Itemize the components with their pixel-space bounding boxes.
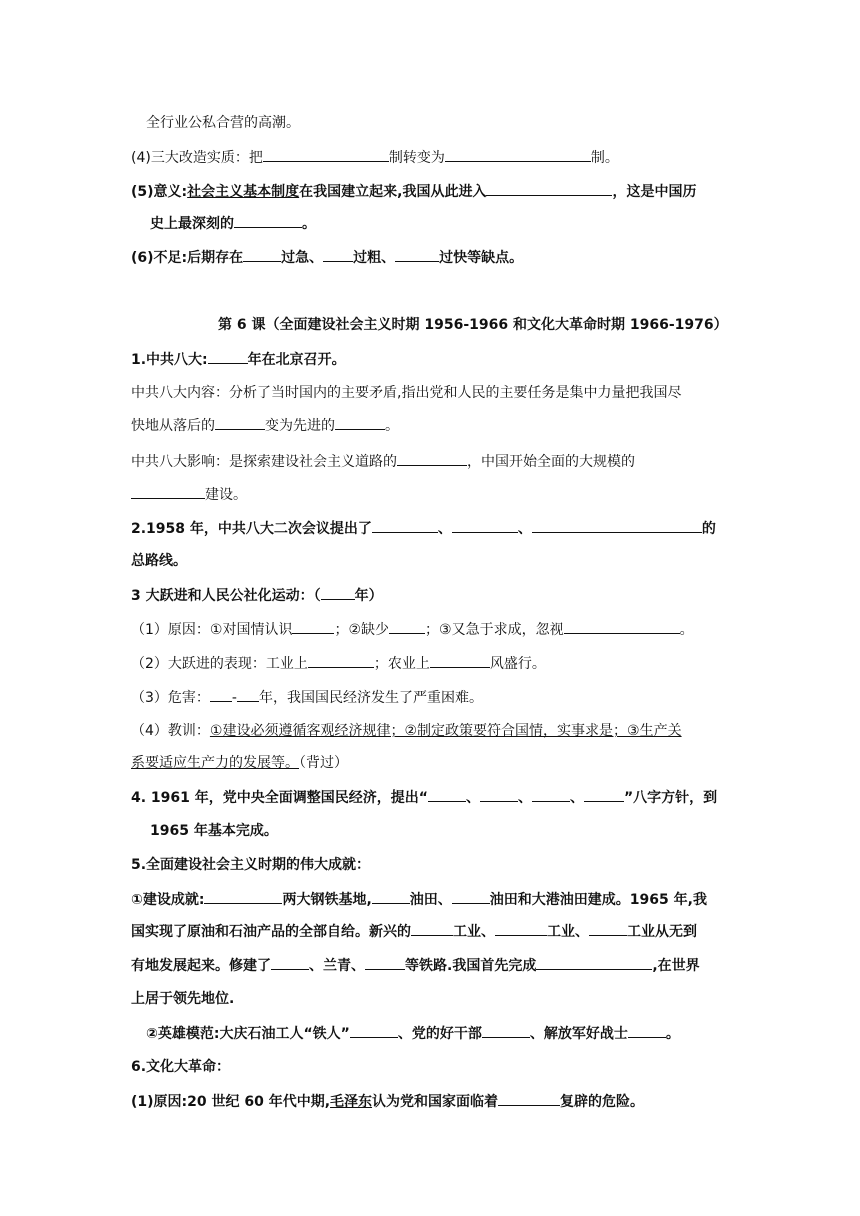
text-line	[131, 551, 187, 571]
text: ②英雄模范:大庆石油工人“铁人”	[146, 1026, 350, 1042]
text: 建设。	[205, 487, 247, 503]
text: (5)意义:	[131, 184, 188, 200]
text: 国实现了原油和石油产品的全部自给。新兴的	[131, 924, 411, 940]
text: 1965 年基本完成。	[150, 823, 278, 839]
fill-blank[interactable]	[292, 619, 334, 634]
text: ,在世界	[652, 958, 700, 974]
fill-blank[interactable]	[263, 147, 389, 162]
fill-blank[interactable]	[564, 619, 680, 634]
fill-blank[interactable]	[532, 787, 570, 802]
text-line	[131, 484, 247, 505]
fill-blank[interactable]	[428, 787, 466, 802]
text: 工业从无到	[627, 924, 697, 940]
text: 、	[517, 521, 532, 537]
text: 6.文化大革命：	[131, 1059, 231, 1075]
fill-blank[interactable]	[395, 247, 439, 262]
text: 全行业公私合营的高潮。	[146, 115, 300, 131]
fill-blank[interactable]	[234, 213, 302, 228]
fill-blank[interactable]	[480, 787, 518, 802]
text-line	[131, 415, 399, 436]
text: 制。	[590, 150, 619, 166]
fill-blank[interactable]	[584, 787, 624, 802]
text-line	[131, 383, 681, 403]
text: 4. 1961 年，党中央全面调整国民经济，提出“	[131, 790, 428, 806]
text: 3 大跃进和人民公社化运动：（	[131, 588, 321, 604]
text: 风盛行。	[489, 656, 546, 672]
text-line	[131, 585, 383, 606]
fill-blank[interactable]	[365, 955, 405, 970]
text: 。	[302, 216, 316, 232]
text: 、	[437, 521, 452, 537]
text: 工业、	[547, 924, 589, 940]
text: （背过）	[299, 755, 348, 771]
fill-blank[interactable]	[215, 415, 265, 430]
text-line	[150, 213, 316, 234]
text: (4)三大改造实质：把	[131, 150, 263, 166]
text: 上居于领先地位.	[131, 991, 235, 1007]
text-line	[131, 855, 370, 875]
text-line	[131, 955, 700, 976]
text: ；③又急于求成，忽视	[425, 622, 564, 638]
text-line	[131, 1057, 230, 1077]
text-line	[131, 247, 523, 268]
text-line	[146, 1023, 680, 1044]
text: ；农业上	[373, 656, 430, 672]
text: -	[231, 690, 237, 706]
fill-blank[interactable]	[350, 1023, 398, 1038]
text: 年，我国国民经济发生了严重困难。	[258, 690, 483, 706]
text-line	[131, 787, 717, 808]
text-line	[131, 889, 707, 910]
fill-blank[interactable]	[204, 889, 282, 904]
fill-blank[interactable]	[321, 585, 355, 600]
text: ”八字方针，到	[623, 790, 718, 806]
fill-blank[interactable]	[589, 921, 627, 936]
fill-blank[interactable]	[486, 181, 612, 196]
underlined-text: ①建设必须遵循客观经济规律；②制定政策要符合国情，实事求是；③生产关	[209, 723, 682, 739]
text: 工业、	[453, 924, 495, 940]
text: 变为先进的	[265, 418, 335, 434]
fill-blank[interactable]	[452, 518, 518, 533]
text: (6)不足:后期存在	[131, 250, 244, 266]
fill-blank[interactable]	[208, 349, 248, 364]
text-line	[131, 451, 635, 472]
fill-blank[interactable]	[482, 1023, 530, 1038]
fill-blank[interactable]	[397, 451, 467, 466]
fill-blank[interactable]	[628, 1023, 666, 1038]
text: 中共八大内容：分析了当时国内的主要矛盾,指出党和人民的主要任务是集中力量把我国尽	[131, 385, 682, 401]
text-line	[131, 181, 696, 202]
text-line	[131, 147, 619, 168]
text: ①建设成就:	[131, 892, 205, 908]
fill-blank[interactable]	[372, 518, 438, 533]
text: 、兰青、	[309, 958, 365, 974]
fill-blank[interactable]	[335, 415, 385, 430]
fill-blank[interactable]	[323, 247, 353, 262]
text: (1)原因:20 世纪 60 年代中期,	[131, 1094, 331, 1110]
text-line	[146, 113, 300, 133]
text-line	[131, 619, 694, 640]
text: （4）教训：	[131, 723, 210, 739]
text: 油田、	[409, 892, 452, 908]
text: 中共八大影响：是探索建设社会主义道路的	[131, 454, 397, 470]
text: 制转变为	[388, 150, 445, 166]
fill-blank[interactable]	[495, 921, 547, 936]
text: （2）大跃进的表现：工业上	[131, 656, 308, 672]
underlined-text: 毛泽东	[330, 1094, 373, 1110]
fill-blank[interactable]	[430, 653, 490, 668]
text: 等铁路.我国首先完成	[405, 958, 537, 974]
text: （1）原因：①对国情认识	[131, 622, 293, 638]
underlined-text: 系要适应生产力的发展等。	[131, 755, 299, 771]
text: 、	[465, 790, 480, 806]
text: 复辟的危险。	[560, 1094, 645, 1110]
text-line	[150, 821, 278, 841]
text-line	[131, 921, 697, 942]
fill-blank[interactable]	[445, 147, 591, 162]
text: 年在北京召开。	[247, 352, 346, 368]
fill-blank[interactable]	[452, 889, 490, 904]
fill-blank[interactable]	[243, 247, 281, 262]
fill-blank[interactable]	[308, 653, 374, 668]
text: 1.中共八大:	[131, 352, 208, 368]
text-line	[131, 721, 682, 741]
fill-blank[interactable]	[389, 619, 425, 634]
text: 的	[701, 521, 716, 537]
text: 。	[665, 1026, 680, 1042]
fill-blank[interactable]	[372, 889, 410, 904]
text: 2.1958 年，中共八大二次会议提出了	[131, 521, 372, 537]
text: ，这是中国历	[612, 184, 697, 200]
fill-blank[interactable]	[411, 921, 453, 936]
fill-blank[interactable]	[498, 1091, 560, 1106]
fill-blank[interactable]	[237, 687, 259, 702]
text: 两大钢铁基地,	[282, 892, 372, 908]
text: 过粗、	[353, 250, 396, 266]
text: 总路线。	[131, 553, 187, 569]
text: 、党的好干部	[397, 1026, 482, 1042]
text-line	[131, 518, 716, 539]
fill-blank[interactable]	[210, 687, 232, 702]
text: ，中国开始全面的大规模的	[467, 454, 635, 470]
text: 。	[385, 418, 399, 434]
text: 过快等缺点。	[439, 250, 524, 266]
text: 5.全面建设社会主义时期的伟大成就：	[131, 857, 371, 873]
text-line	[131, 687, 483, 708]
text-line	[131, 349, 346, 370]
text-line	[131, 989, 234, 1009]
text: 第 6 课（全面建设社会主义时期 1956-1966 和文化大革命时期 1966-1976）	[218, 317, 728, 333]
text: （3）危害：	[131, 690, 210, 706]
text: 、解放军好战士	[529, 1026, 628, 1042]
text: ；②缺少	[334, 622, 390, 638]
text: 。	[679, 622, 694, 638]
text: 快地从落后的	[131, 418, 215, 434]
text: 史上最深刻的	[150, 216, 234, 232]
fill-blank[interactable]	[131, 484, 205, 499]
text-line	[131, 1091, 644, 1112]
text: 、	[517, 790, 532, 806]
text: 过急、	[281, 250, 324, 266]
text: 在我国建立起来,我国从此进入	[299, 184, 487, 200]
text-line	[131, 653, 546, 674]
text: 油田和大港油田建成。1965 年,我	[489, 892, 707, 908]
lesson-heading	[218, 315, 728, 335]
fill-blank[interactable]	[271, 955, 309, 970]
underlined-text: 社会主义基本制度	[187, 184, 300, 200]
text-line	[131, 753, 348, 773]
text: 认为党和国家面临着	[372, 1094, 499, 1110]
fill-blank[interactable]	[532, 518, 702, 533]
text: 有地发展起来。修建了	[131, 958, 271, 974]
text: 年）	[354, 588, 383, 604]
fill-blank[interactable]	[536, 955, 652, 970]
text: 、	[569, 790, 584, 806]
